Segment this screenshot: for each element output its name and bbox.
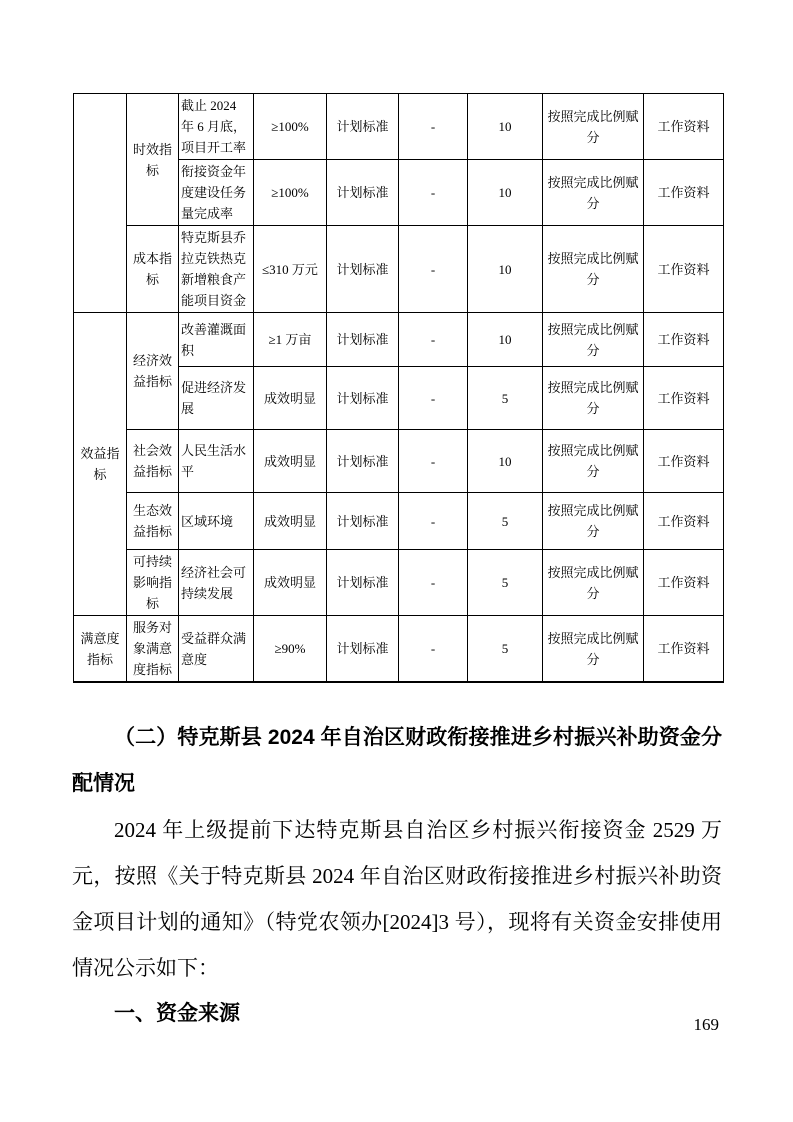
table-row [74, 493, 724, 550]
indicator-group-level2: 时效指标 [127, 94, 179, 226]
scoring-method: 按照完成比例赋分 [543, 226, 644, 313]
indicator-score: 10 [468, 94, 543, 160]
indicator-group-level1: 效益指标 [74, 313, 127, 616]
indicator-name: 衔接资金年度建设任务量完成率 [179, 160, 254, 226]
indicator-score: 10 [468, 313, 543, 367]
indicator-value: - [399, 94, 468, 160]
indicator-group-level1 [74, 94, 127, 313]
indicator-value: - [399, 226, 468, 313]
data-source: 工作资料 [644, 493, 724, 550]
indicator-name: 改善灌溉面积 [179, 313, 254, 367]
indicator-value: - [399, 616, 468, 683]
data-source: 工作资料 [644, 550, 724, 616]
indicator-group-level2: 服务对象满意度指标 [127, 616, 179, 683]
data-source: 工作资料 [644, 313, 724, 367]
indicator-value: - [399, 160, 468, 226]
section-heading: （二）特克斯县 2024 年自治区财政衔接推进乡村振兴补助资金分配情况 [72, 726, 722, 795]
performance-indicator-table [73, 93, 724, 683]
indicator-score: 5 [468, 550, 543, 616]
document-body [72, 715, 722, 1037]
indicator-value: - [399, 550, 468, 616]
indicator-target: 成效明显 [254, 493, 327, 550]
indicator-score: 10 [468, 160, 543, 226]
indicator-group-level2: 可持续影响指标 [127, 550, 179, 616]
indicator-value: - [399, 493, 468, 550]
indicator-target: ≥100% [254, 160, 327, 226]
grading-standard: 计划标准 [327, 430, 399, 493]
indicator-name: 特克斯县乔拉克铁热克新增粮食产能项目资金 [179, 226, 254, 313]
indicator-group-level1: 满意度指标 [74, 616, 127, 683]
indicator-group-level2: 社会效益指标 [127, 430, 179, 493]
table-row [74, 550, 724, 616]
indicator-value: - [399, 430, 468, 493]
scoring-method: 按照完成比例赋分 [543, 493, 644, 550]
table-row [74, 313, 724, 367]
indicator-name: 经济社会可持续发展 [179, 550, 254, 616]
table-row [74, 616, 724, 683]
indicator-target: 成效明显 [254, 550, 327, 616]
indicator-group-level2: 成本指标 [127, 226, 179, 313]
data-source: 工作资料 [644, 226, 724, 313]
grading-standard: 计划标准 [327, 616, 399, 683]
scoring-method: 按照完成比例赋分 [543, 616, 644, 683]
indicator-target: 成效明显 [254, 367, 327, 430]
scoring-method: 按照完成比例赋分 [543, 430, 644, 493]
page-number: 169 [693, 1015, 719, 1034]
table-row [74, 430, 724, 493]
indicator-name: 促进经济发展 [179, 367, 254, 430]
scoring-method: 按照完成比例赋分 [543, 313, 644, 367]
indicator-name: 截止 2024 年 6 月底，项目开工率 [179, 94, 254, 160]
scoring-method: 按照完成比例赋分 [543, 550, 644, 616]
indicator-target: ≥1 万亩 [254, 313, 327, 367]
indicator-score: 5 [468, 367, 543, 430]
indicator-name: 受益群众满意度 [179, 616, 254, 683]
data-source: 工作资料 [644, 94, 724, 160]
indicator-target: 成效明显 [254, 430, 327, 493]
data-source: 工作资料 [644, 430, 724, 493]
indicator-target: ≥100% [254, 94, 327, 160]
table-row [74, 94, 724, 160]
indicator-value: - [399, 313, 468, 367]
data-source: 工作资料 [644, 616, 724, 683]
indicator-score: 10 [468, 430, 543, 493]
table-row [74, 226, 724, 313]
scoring-method: 按照完成比例赋分 [543, 160, 644, 226]
indicator-score: 10 [468, 226, 543, 313]
grading-standard: 计划标准 [327, 160, 399, 226]
indicator-name: 区域环境 [179, 493, 254, 550]
grading-standard: 计划标准 [327, 550, 399, 616]
indicator-group-level2: 经济效益指标 [127, 313, 179, 430]
scoring-method: 按照完成比例赋分 [543, 94, 644, 160]
indicator-target: ≥90% [254, 616, 327, 683]
grading-standard: 计划标准 [327, 493, 399, 550]
indicator-group-level2: 生态效益指标 [127, 493, 179, 550]
indicator-value: - [399, 367, 468, 430]
scoring-method: 按照完成比例赋分 [543, 367, 644, 430]
indicator-score: 5 [468, 616, 543, 683]
data-source: 工作资料 [644, 160, 724, 226]
grading-standard: 计划标准 [327, 313, 399, 367]
body-paragraph: 2024 年上级提前下达特克斯县自治区乡村振兴衔接资金 2529 万元，按照《关于特克斯县 2024 年自治区财政衔接推进乡村振兴补助资金项目计划的通知》（特党农领办[2024]3 号），现将有关资金安排使用情况公示如下： [72, 818, 722, 980]
indicator-score: 5 [468, 493, 543, 550]
grading-standard: 计划标准 [327, 94, 399, 160]
grading-standard: 计划标准 [327, 226, 399, 313]
indicator-target: ≤310 万元 [254, 226, 327, 313]
data-source: 工作资料 [644, 367, 724, 430]
indicator-name: 人民生活水平 [179, 430, 254, 493]
sub-heading: 一、资金来源 [114, 1002, 240, 1025]
grading-standard: 计划标准 [327, 367, 399, 430]
